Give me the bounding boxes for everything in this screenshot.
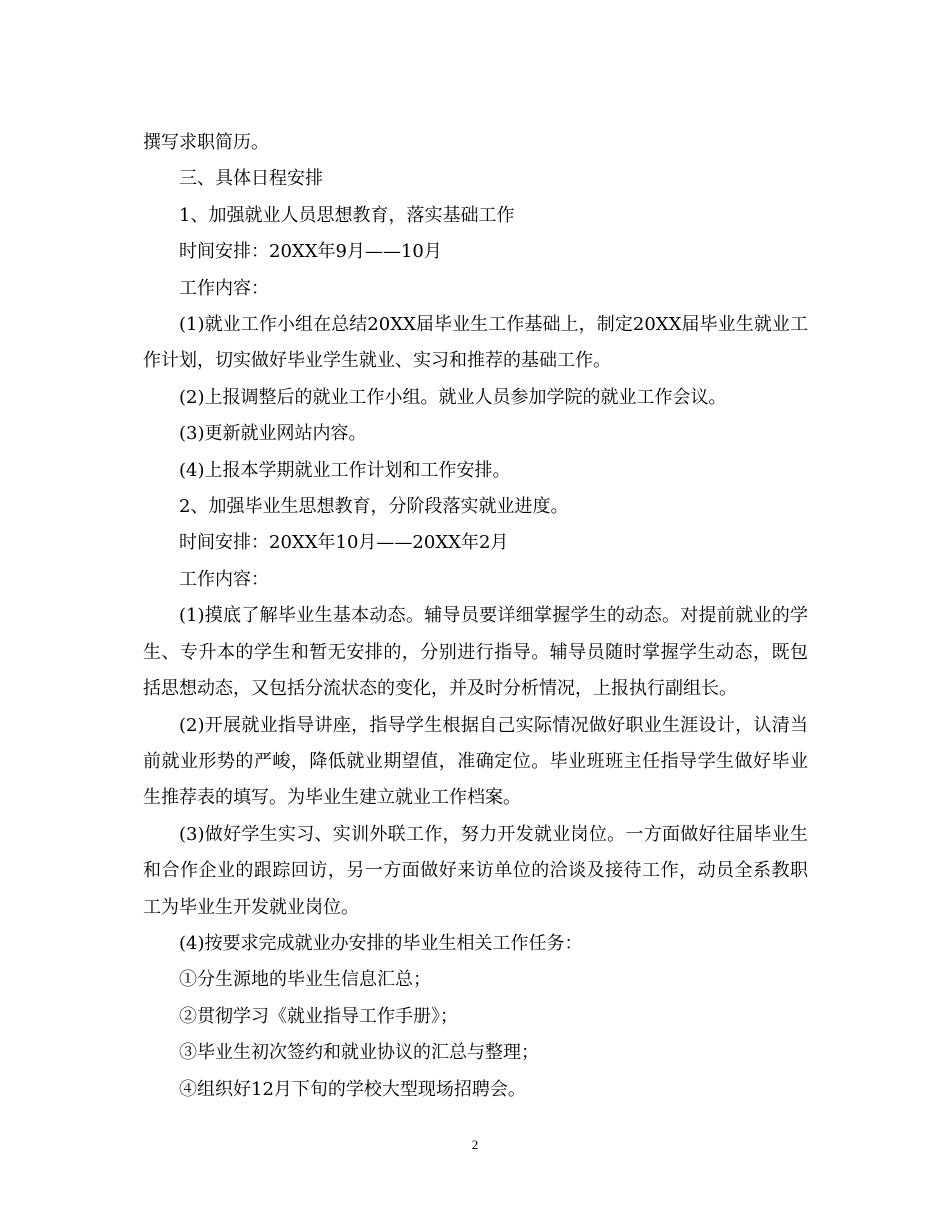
work-content-label-1: 工作内容： (179, 277, 269, 299)
subheading-2: 2、加强毕业生思想教育，分阶段落实就业进度。 (179, 496, 569, 518)
list-item-2-3: (3)做好学生实习、实训外联工作，努力开发就业岗位。一方面做好往届毕业生和合作企业的跟踪回访，另一方面做好来访单位的洽谈及接待工作，动员全系教职工为毕业生开发就业岗位。 (143, 823, 808, 918)
list-item-1-2: (2)上报调整后的就业工作小组。就业人员参加学院的就业工作会议。 (179, 386, 727, 408)
work-content-label-2: 工作内容： (179, 568, 269, 590)
list-item-1-4: (4)上报本学期就业工作计划和工作安排。 (179, 459, 511, 481)
subheading-1: 1、加强就业人员思想教育，落实基础工作 (179, 204, 515, 226)
paragraph-1: 撰写求职简历。 (143, 132, 269, 153)
time-schedule-2: 时间安排：20XX年10月——20XX年2月 (179, 532, 509, 554)
list-item-1-3: (3)更新就业网站内容。 (179, 423, 367, 445)
document-body (143, 125, 808, 1108)
list-item-2-4: (4)按要求完成就业办安排的毕业生相关工作任务： (179, 932, 583, 954)
list-item-1-1: (1)就业工作小组在总结20XX届毕业生工作基础上，制定20XX届毕业生就业工作计划，切实做好毕业学生就业、实习和推荐的基础工作。 (143, 314, 808, 372)
page-number: 2 (471, 1137, 479, 1152)
sub-item-circled-3: ③毕业生初次签约和就业协议的汇总与整理； (179, 1042, 539, 1064)
sub-item-circled-1: ①分生源地的毕业生信息汇总； (179, 969, 431, 991)
section-heading-schedule: 三、具体日程安排 (179, 168, 323, 190)
sub-item-circled-2: ②贯彻学习《就业指导工作手册》； (179, 1005, 458, 1027)
time-schedule-1: 时间安排：20XX年9月——10月 (179, 241, 442, 263)
list-item-2-2: (2)开展就业指导讲座，指导学生根据自己实际情况做好职业生涯设计，认清当前就业形势的严峻，降低就业期望值，准确定位。毕业班班主任指导学生做好毕业生推荐表的填写。为毕业生建立就业工作档案。 (143, 714, 808, 809)
sub-item-circled-4: ④组织好12月下旬的学校大型现场招聘会。 (179, 1078, 526, 1100)
list-item-2-1: (1)摸底了解毕业生基本动态。辅导员要详细掌握学生的动态。对提前就业的学生、专升本的学生和暂无安排的，分别进行指导。辅导员随时掌握学生动态，既包括思想动态，又包括分流状态的变化，并及时分析情况，上报执行副组长。 (143, 605, 808, 700)
